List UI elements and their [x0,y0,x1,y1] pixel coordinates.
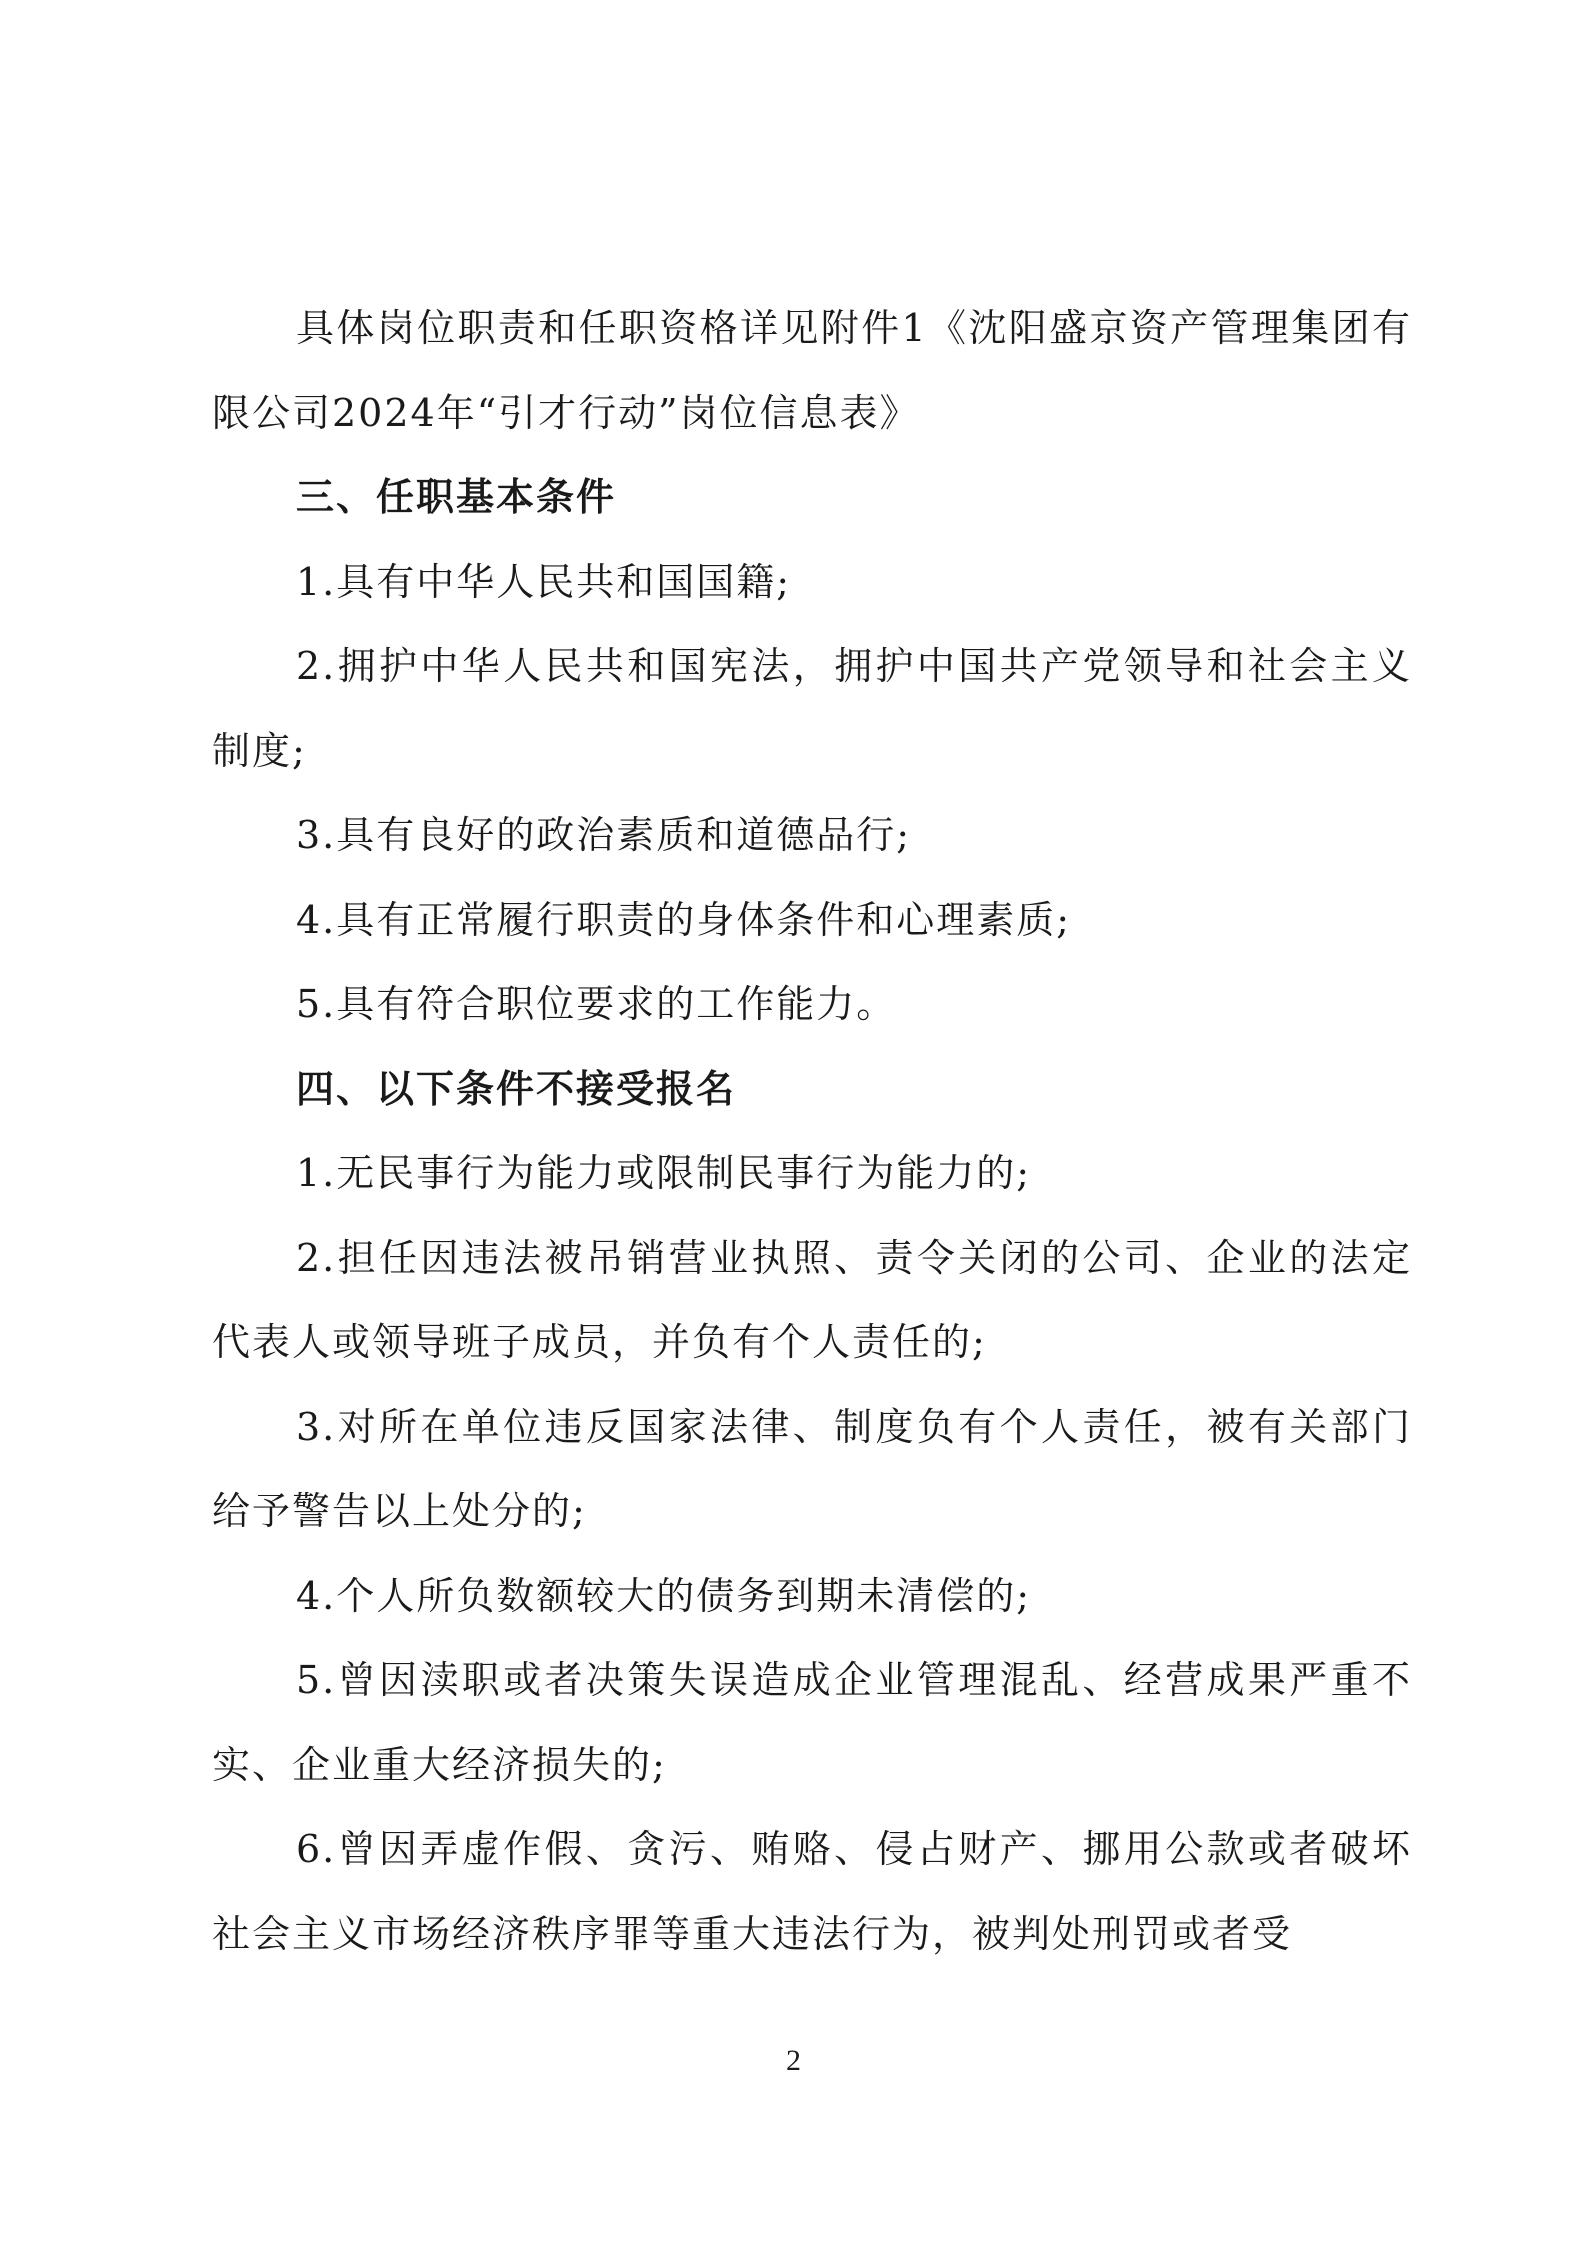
condition-item-2: 2.拥护中华人民共和国宪法，拥护中国共产党领导和社会主义制度; [212,644,1412,773]
exclusion-item-2: 2.担任因违法被吊销营业执照、责令关闭的公司、企业的法定代表人或领导班子成员，并负有个人责任的; [212,1235,1412,1364]
section-heading-4: 四、以下条件不接受报名 [296,1066,737,1111]
paragraph-intro: 具体岗位职责和任职资格详见附件1《沈阳盛京资产管理集团有限公司2024年“引才行动”岗位信息表》 [212,306,1412,435]
condition-item-3: 3.具有良好的政治素质和道德品行; [296,813,912,857]
condition-item-1: 1.具有中华人民共和国国籍; [296,559,792,604]
condition-item-4: 4.具有正常履行职责的身体条件和心理素质; [296,897,1072,942]
exclusion-item-6: 6.曾因弄虚作假、贪污、贿赂、侵占财产、挪用公款或者破坏社会主义市场经济秩序罪等重大违法行为，被判处刑罚或者受 [212,1827,1412,1956]
document-body [212,286,1412,1976]
condition-item-5: 5.具有符合职位要求的工作能力。 [296,982,897,1026]
section-heading-3: 三、任职基本条件 [296,475,617,519]
exclusion-item-1: 1.无民事行为能力或限制民事行为能力的; [296,1151,1032,1195]
exclusion-item-3: 3.对所在单位违反国家法律、制度负有个人责任，被有关部门给予警告以上处分的; [212,1404,1412,1533]
page-number: 2 [786,2044,801,2077]
exclusion-item-5: 5.曾因渎职或者决策失误造成企业管理混乱、经营成果严重不实、企业重大经济损失的; [212,1658,1412,1787]
exclusion-item-4: 4.个人所负数额较大的债务到期未清偿的; [296,1573,1032,1618]
